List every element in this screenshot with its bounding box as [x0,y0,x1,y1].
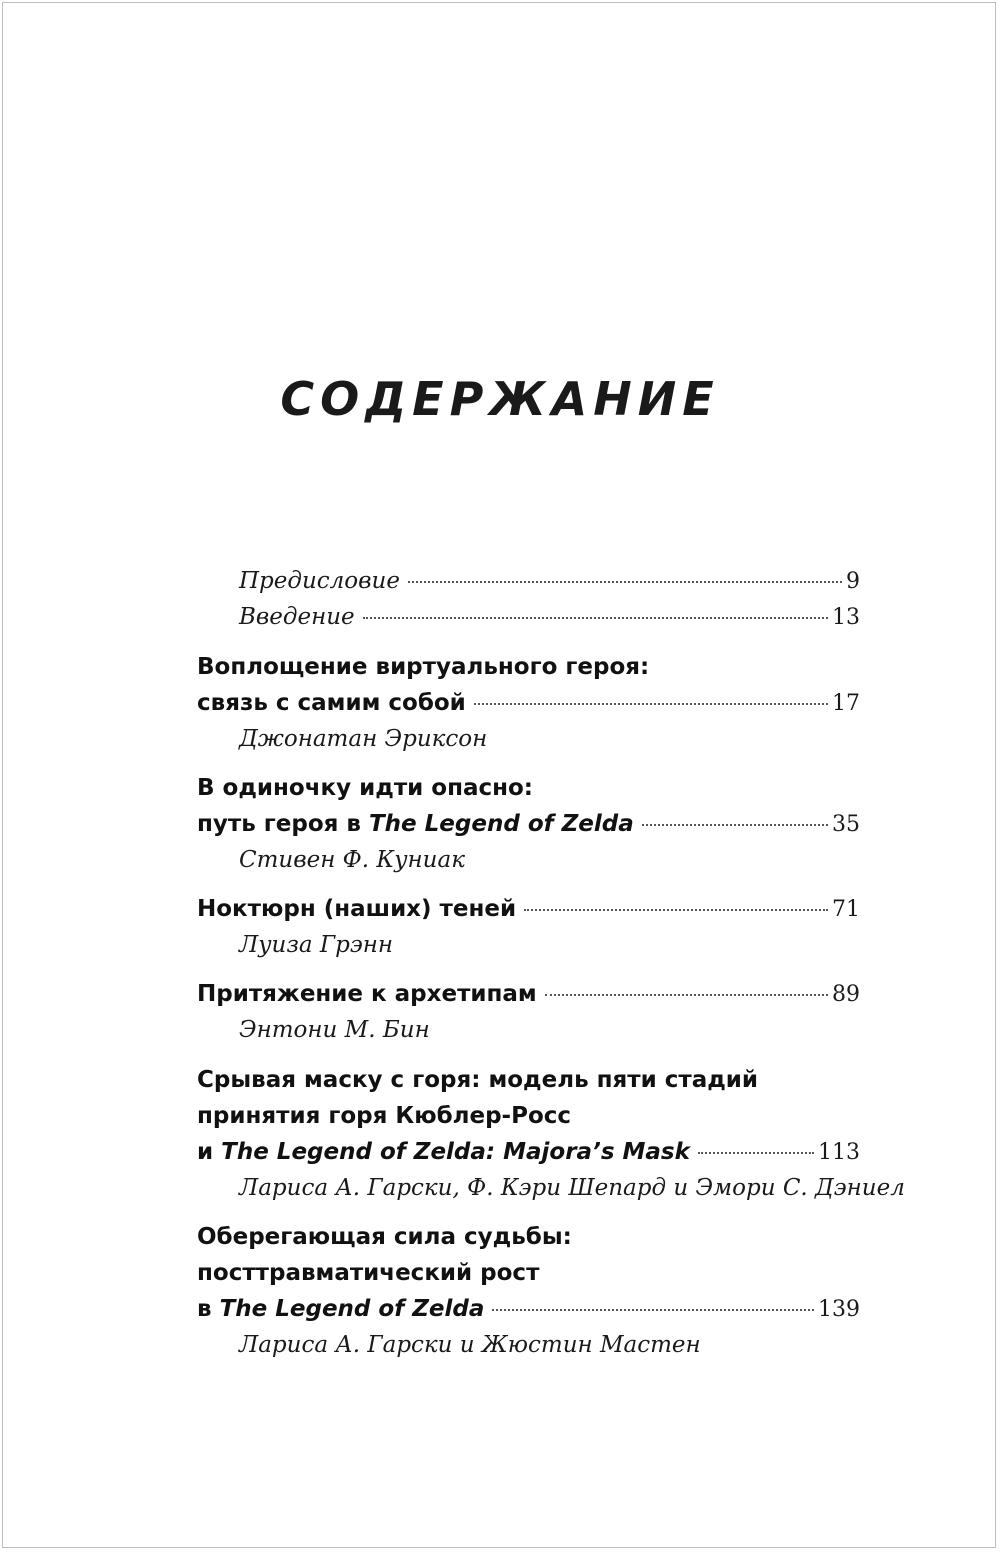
dot-leader [408,581,842,583]
chapter-title [197,1139,690,1165]
page-number: 35 [832,812,860,837]
chapter-title: Срывая маску с горя: модель пяти стадий [197,1067,759,1093]
chapter-title: Воплощение виртуального героя: [197,654,650,680]
page-number: 89 [832,982,860,1007]
game-title: The Legend of Zelda [219,1296,485,1322]
author-name: Лариса А. Гарски, Ф. Кэри Шепард и Эмори С. Дэниел [239,1175,905,1201]
chapter-5-title-line[interactable] [197,1103,860,1139]
title-text: путь героя в [197,811,369,837]
chapter-title: посттравматический рост [197,1260,540,1286]
chapter-title: Ноктюрн (наших) теней [197,896,517,922]
chapter-title: В одиночку идти опасно: [197,775,534,801]
dot-leader [524,909,828,911]
toc-entry-chapter-4[interactable] [197,981,860,1017]
game-title: The Legend of Zelda: Majora’s Mask [221,1139,690,1165]
chapter-6-title-line[interactable] [197,1260,860,1296]
chapter-4-author [239,1017,860,1053]
page-number: 9 [846,569,860,594]
toc-entry-chapter-2[interactable] [197,811,860,847]
page-number: 113 [818,1140,860,1165]
game-title: The Legend of Zelda [368,811,634,837]
dot-leader [698,1152,814,1154]
dot-leader [642,824,828,826]
chapter-3-author [239,932,860,968]
toc-entry-chapter-6[interactable] [197,1296,860,1332]
page-number: 71 [832,897,860,922]
chapter-title [197,811,634,837]
author-name: Лариса А. Гарски и Жюстин Мастен [239,1332,701,1358]
dot-leader [474,703,828,705]
toc-entry-introduction[interactable] [239,604,860,640]
chapter-title: принятия горя Кюблер-Росс [197,1103,572,1129]
chapter-5-author [239,1175,905,1211]
author-name: Луиза Грэнн [239,932,394,958]
chapter-title: Притяжение к архетипам [197,981,537,1007]
chapter-2-author [239,847,860,883]
chapter-title: Оберегающая сила судьбы: [197,1224,572,1250]
author-name: Джонатан Эриксон [239,726,488,752]
title-text: и [197,1139,222,1165]
chapter-title [197,1296,484,1322]
chapter-6-title-line[interactable] [197,1224,860,1260]
toc-entry-preface[interactable] [239,568,860,604]
chapter-title: связь с самим собой [197,690,466,716]
dot-leader [545,994,828,996]
toc-entry-chapter-3[interactable] [197,896,860,932]
chapter-5-title-line[interactable] [197,1067,860,1103]
chapter-6-author [239,1332,860,1368]
dot-leader [363,617,828,619]
dot-leader [492,1309,814,1311]
toc-entry-chapter-1[interactable] [197,690,860,726]
entry-label: Введение [239,604,355,630]
chapter-1-title-line[interactable] [197,654,860,690]
toc-entry-chapter-5[interactable] [197,1139,860,1175]
author-name: Стивен Ф. Куниак [239,847,465,873]
contents-heading: СОДЕРЖАНИЕ [280,372,720,426]
page-number: 139 [818,1297,860,1322]
chapter-2-title-line[interactable] [197,775,860,811]
page-number: 13 [832,605,860,630]
title-text: в [197,1296,220,1322]
chapter-1-author [239,726,860,762]
entry-label: Предисловие [239,568,400,594]
author-name: Энтони М. Бин [239,1017,430,1043]
page-number: 17 [832,691,860,716]
